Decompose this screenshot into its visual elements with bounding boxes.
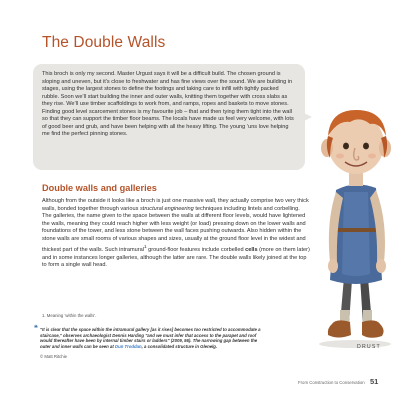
body-paragraph <box>42 198 310 270</box>
dun-troddan-link[interactable]: Dun Troddan <box>114 343 142 349</box>
page-title: The Double Walls <box>42 34 166 51</box>
body-text-1: Although from the outside it looks like a broch is just one massive wall, they actually comprise two very thick walls, bonded together through various <box>42 198 309 212</box>
left-eye <box>343 143 349 150</box>
left-cheek <box>336 154 344 159</box>
speech-text: This broch is only my second. Master Urgust says it will be a difficult build. The chosen ground is sloping and uneven, but it’s close to freshwater and has fine views over the sound. We are building in stages, using the largest stones to define the footings and taking care to infill with tightly packed rubble. Soon we’ll start building the inner and outer walls, knitting them together with cross slabs as they rise. We’ll use timber scaffoldings to work from, and ramps, ropes and baskets to move stones. Finding good level scarcement stones is my favourite job – that and then tying them tight into the wall so that they can support the timber floor beams. The locals have made us feel very welcome, with lots of good beer and grub, and have been helping with all the heavy lifting. The young ’uns love helping me find the perfect pinning stones. <box>42 71 294 138</box>
right-hand <box>376 259 386 273</box>
right-shoe <box>362 320 384 337</box>
body-text-3: ground-floor features include corbelled <box>146 247 246 254</box>
section-heading: Double walls and galleries <box>42 183 157 193</box>
body-emphasis: structural engineering <box>139 205 194 212</box>
right-eye <box>363 143 369 150</box>
body-bold-term: cells <box>245 247 258 254</box>
footnote-ref[interactable]: 1 <box>143 244 147 250</box>
page-number: 51 <box>370 377 379 386</box>
right-cheek <box>368 154 376 159</box>
footnote: 1. Meaning ‘within the walls’. <box>42 313 97 318</box>
belt <box>334 228 380 232</box>
left-hand <box>328 259 338 273</box>
pull-quote <box>34 327 264 349</box>
quote-text-1: "It is clear that the space within the intramural gallery [as it rises] becomes too restricted to accommodate a staircase," observes archaeologist Dennis Harding "and we must infer that access to the parapet and roof would thereafter have been by internal timber stairs or ladders" (2009, 56). The narrowing gap between the outer and inner walls can be seen at <box>40 327 261 349</box>
character-caption: DRUST <box>357 344 381 350</box>
copyright: © Matt Ritchie <box>40 354 68 359</box>
body-text-2: techniques including lintels and corbelling. The galleries, the name given to the space between the walls at different floor levels, would have lightened the walls, meaning they could reach higher with less weight (or load) pressing down on the lower walls and foundations of the tower, and less stone between the wall faces pushing outwards. Also hidden within the stone walls are small rooms of various shapes and sizes, usually at the ground floor level in the widest and thickest part of the walls. Such intramural <box>42 205 306 254</box>
quote-text <box>34 327 264 349</box>
left-shoe <box>328 320 351 337</box>
running-footer: From Construction to Conservation <box>298 380 365 385</box>
quote-icon: ❝ <box>34 325 38 332</box>
drust-character-illustration <box>300 52 410 352</box>
speech-bubble <box>33 64 305 170</box>
body-text-4: (more on them later) and in some instances longer galleries, although the latter are rare. The double walls likely joined at the top to form a single wall head. <box>42 247 310 269</box>
tunic-front <box>342 192 370 276</box>
quote-text-2: , a consolidated structure in Glenelg. <box>141 343 218 349</box>
